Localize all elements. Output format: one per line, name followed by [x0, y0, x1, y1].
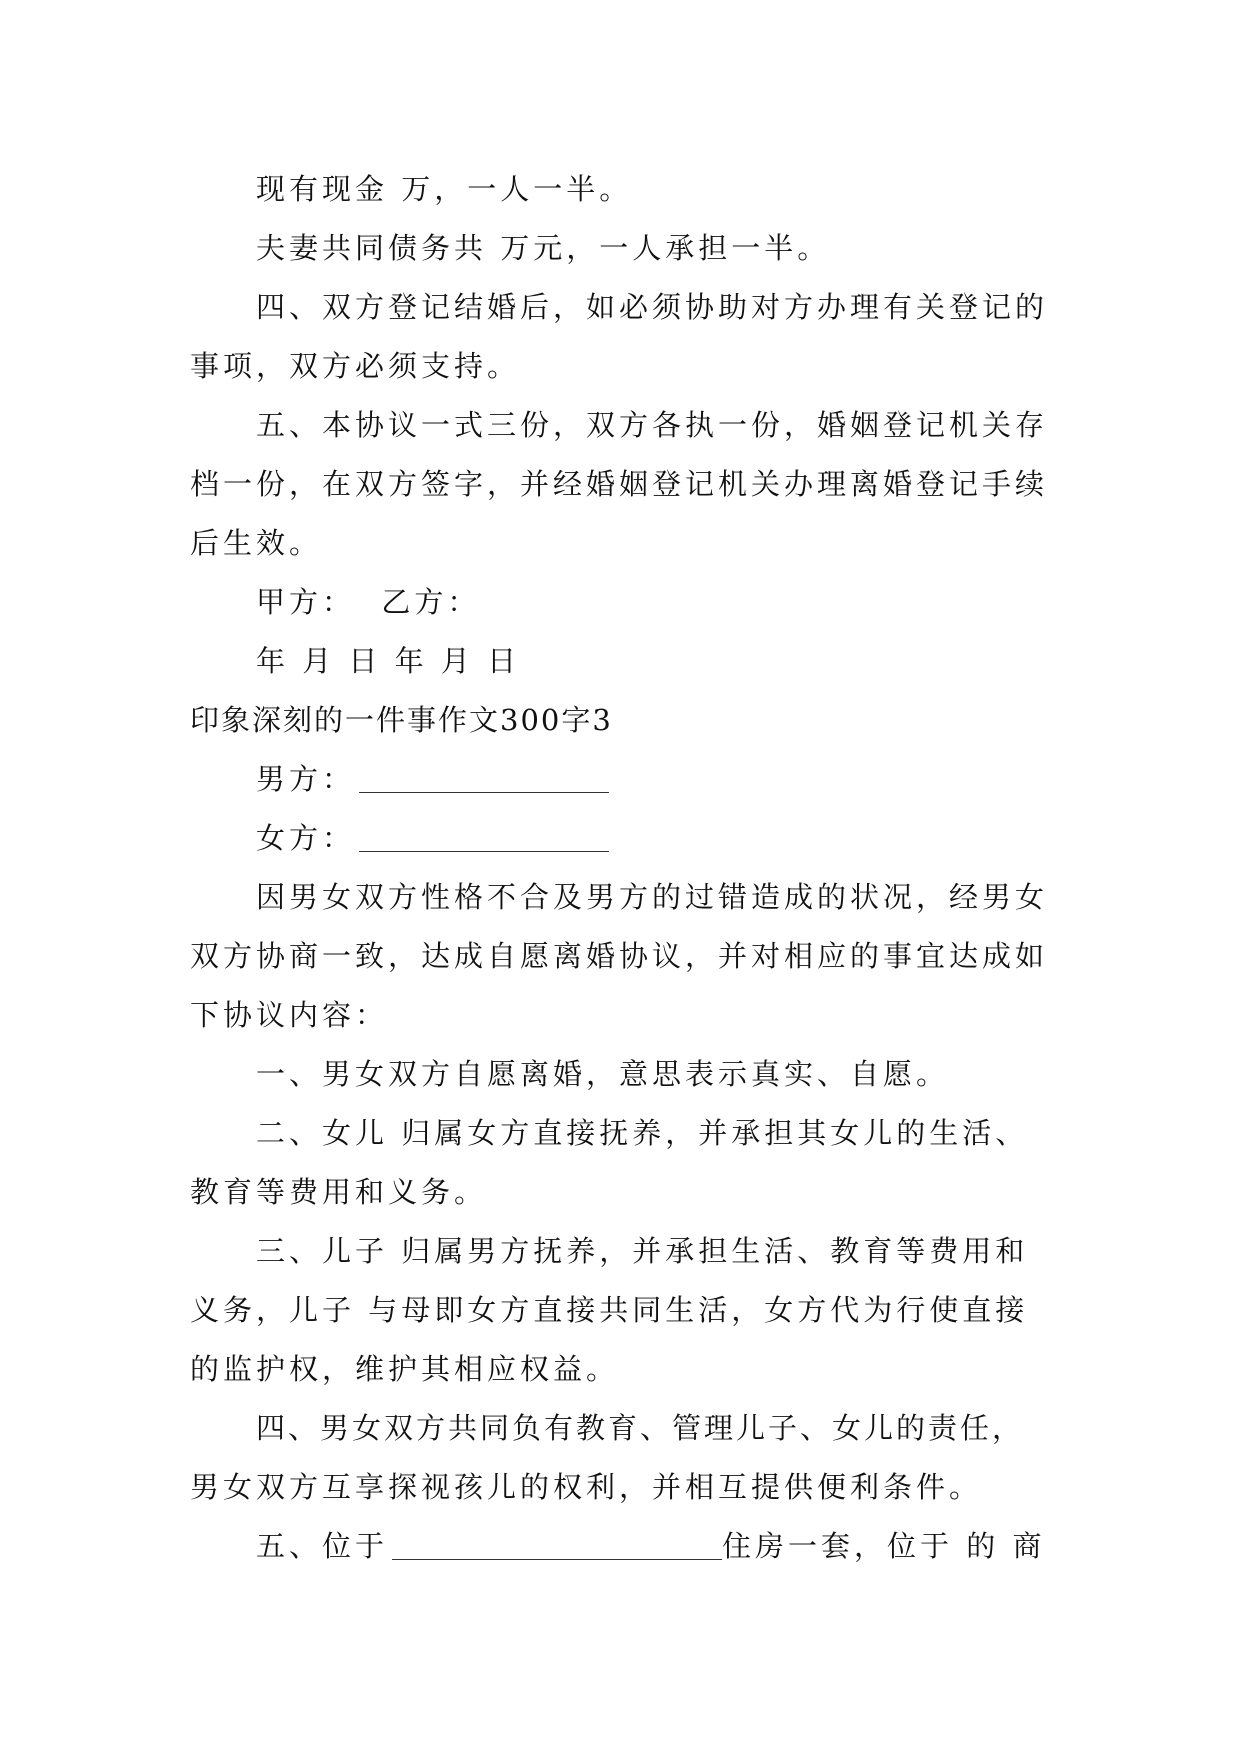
- term-three-line-3: 的监护权，维护其相应权益。: [190, 1352, 620, 1386]
- term-two-line-1: 二、女儿 归属女方直接抚养，并承担其女儿的生活、: [256, 1116, 1029, 1150]
- term-three-line-1: 三、儿子 归属男方抚养，并承担生活、教育等费用和: [256, 1234, 1029, 1268]
- intro-line-2: 双方协商一致，达成自愿离婚协议，并对相应的事宜达成如: [190, 939, 1049, 973]
- term-five-line: [190, 1517, 1050, 1576]
- signature-parties: 甲方： 乙方：: [256, 585, 481, 619]
- term-four-line-1: 四、男女双方共同负有教育、管理儿子、女儿的责任，: [256, 1411, 1025, 1445]
- clause-five-line-2: 档一份，在双方签字，并经婚姻登记机关办理离婚登记手续: [190, 467, 1049, 501]
- male-party-label: 男方：: [256, 762, 356, 796]
- document-page: [190, 160, 1050, 1576]
- clause-four-line-2: 事项，双方必须支持。: [190, 349, 521, 383]
- paragraph-debt: 夫妻共同债务共 万元，一人承担一半。: [256, 231, 831, 265]
- paragraph-cash: 现有现金 万，一人一半。: [256, 172, 633, 206]
- term-one: 一、男女双方自愿离婚，意思表示真实、自愿。: [256, 1057, 950, 1091]
- section-heading: 印象深刻的一件事作文300字3: [190, 703, 613, 737]
- address-blank: [392, 1525, 722, 1560]
- clause-five-line-1: 五、本协议一式三份，双方各执一份，婚姻登记机关存: [256, 408, 1049, 442]
- female-party-blank: [359, 817, 609, 852]
- female-party-line: [190, 809, 1050, 868]
- male-party-blank: [359, 758, 609, 793]
- term-two-line-2: 教育等费用和义务。: [190, 1175, 488, 1209]
- male-party-line: [190, 750, 1050, 809]
- intro-line-3: 下协议内容：: [190, 998, 389, 1032]
- term-three-line-2: 义务，儿子 与母即女方直接共同生活，女方代为行使直接: [190, 1293, 1029, 1327]
- signature-dates: 年 月 日 年 月 日: [256, 644, 521, 678]
- term-five-prefix: 五、位于: [256, 1529, 389, 1563]
- intro-line-1: 因男女双方性格不合及男方的过错造成的状况，经男女: [256, 880, 1049, 914]
- term-five-suffix: 住房一套，位于 的 商: [722, 1529, 1046, 1563]
- female-party-label: 女方：: [256, 821, 356, 855]
- term-four-line-2: 男女双方互享探视孩儿的权利，并相互提供便利条件。: [190, 1470, 983, 1504]
- clause-five-line-3: 后生效。: [190, 526, 323, 560]
- clause-four-line-1: 四、双方登记结婚后，如必须协助对方办理有关登记的: [256, 290, 1049, 324]
